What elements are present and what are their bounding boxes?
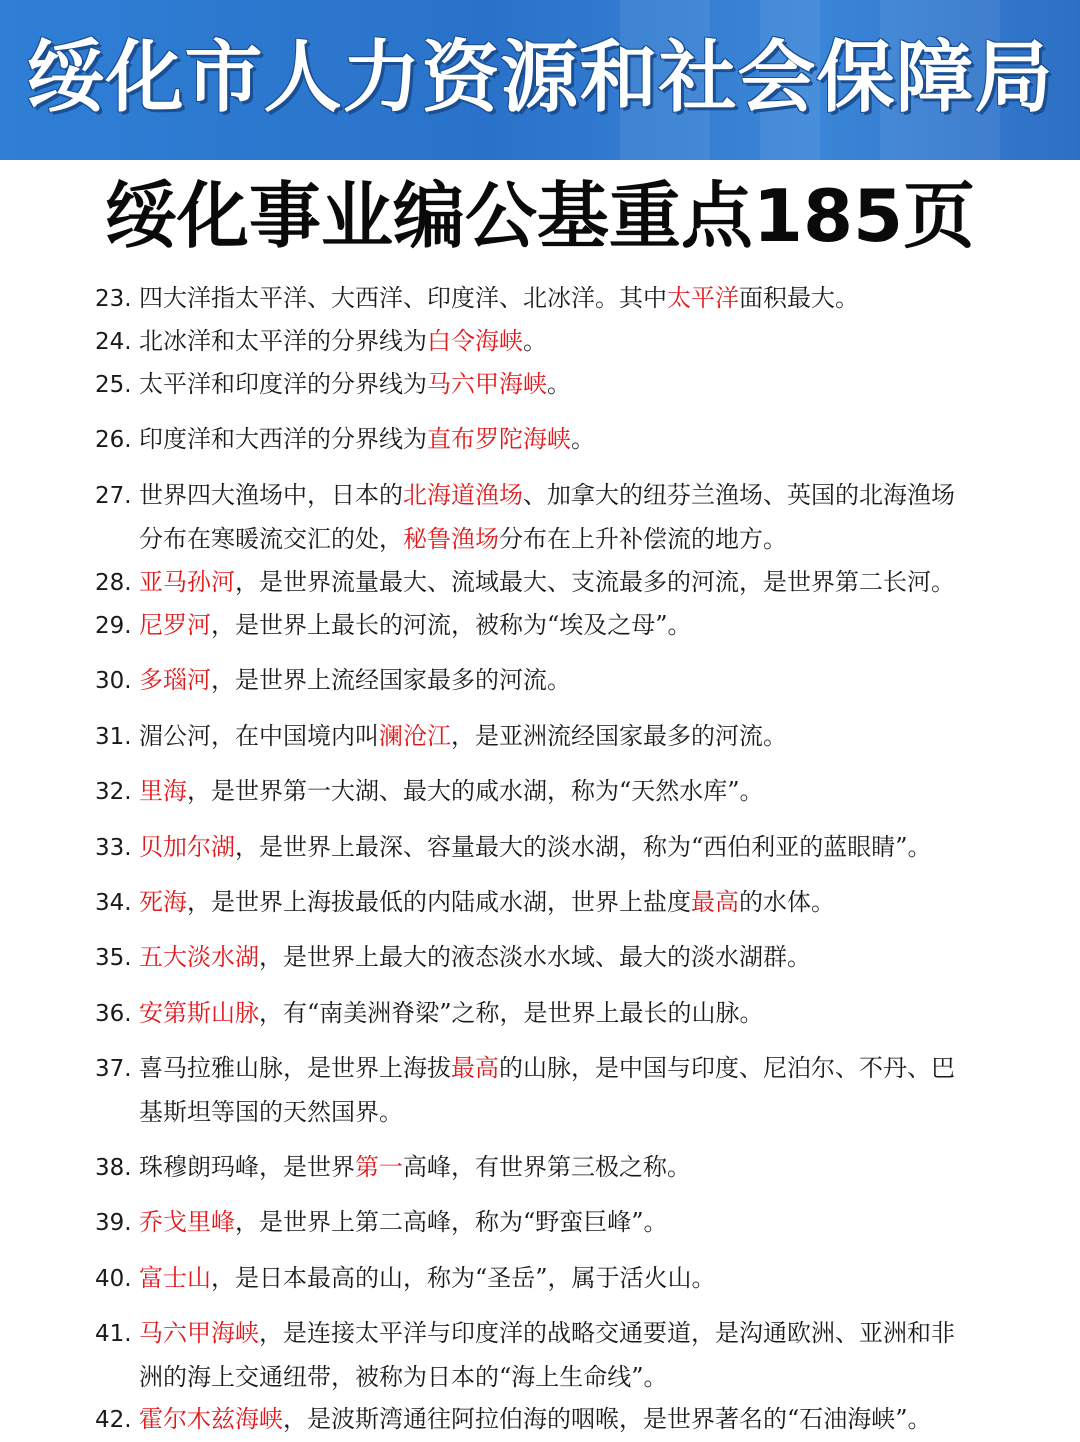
- list-item: 31. 湄公河，在中国境内叫澜沧江，是亚洲流经国家最多的河流。: [95, 722, 787, 750]
- list-item: 23. 四大洋指太平洋、大西洋、印度洋、北冰洋。其中太平洋面积最大。: [95, 284, 859, 312]
- list-item: 24. 北冰洋和太平洋的分界线为白令海峡。: [95, 327, 547, 355]
- highlight-text: 死海: [139, 888, 187, 916]
- list-item: 26. 印度洋和大西洋的分界线为直布罗陀海峡。: [95, 425, 595, 453]
- highlight-text: 马六甲海峡: [139, 1319, 259, 1347]
- list-item: 41. 马六甲海峡，是连接太平洋与印度洋的战略交通要道，是沟通欧洲、亚洲和非 洲的海上交通纽带，被称为日本的“海上生命线”。: [95, 1319, 955, 1391]
- highlight-text: 最高: [451, 1054, 499, 1082]
- list-item: 25. 太平洋和印度洋的分界线为马六甲海峡。: [95, 370, 571, 398]
- header-banner: [0, 0, 1080, 160]
- highlight-text: 安第斯山脉: [139, 999, 259, 1027]
- highlight-text: 北海道渔场: [403, 481, 523, 509]
- list-item: 29. 尼罗河，是世界上最长的河流，被称为“埃及之母”。: [95, 611, 692, 639]
- highlight-text: 白令海峡: [427, 327, 523, 355]
- list-item: 42. 霍尔木兹海峡，是波斯湾通往阿拉伯海的咽喉，是世界著名的“石油海峡”。: [95, 1405, 932, 1433]
- highlight-text: 澜沧江: [379, 722, 451, 750]
- highlight-text: 霍尔木兹海峡: [139, 1405, 283, 1433]
- list-item: 28. 亚马孙河，是世界流量最大、流域最大、支流最多的河流，是世界第二长河。: [95, 568, 955, 596]
- highlight-text: 多瑙河: [139, 666, 211, 694]
- list-item: 27. 世界四大渔场中，日本的北海道渔场、加拿大的纽芬兰渔场、英国的北海渔场 分布在寒暖流交汇的处，秘鲁渔场分布在上升补偿流的地方。: [95, 481, 955, 553]
- list-item: 35. 五大淡水湖，是世界上最大的液态淡水水域、最大的淡水湖群。: [95, 943, 811, 971]
- highlight-text: 富士山: [139, 1264, 211, 1292]
- list-item: 40. 富士山，是日本最高的山，称为“圣岳”，属于活火山。: [95, 1264, 716, 1292]
- highlight-text: 亚马孙河: [139, 568, 235, 596]
- highlight-text: 直布罗陀海峡: [427, 425, 571, 453]
- highlight-text: 五大淡水湖: [139, 943, 259, 971]
- highlight-text: 马六甲海峡: [427, 370, 547, 398]
- organization-name: 绥化市人力资源和社会保障局: [26, 33, 1054, 123]
- list-item: 33. 贝加尔湖，是世界上最深、容量最大的淡水湖，称为“西伯利亚的蓝眼睛”。: [95, 833, 932, 861]
- highlight-text: 秘鲁渔场: [403, 525, 499, 553]
- highlight-text: 尼罗河: [139, 611, 211, 639]
- list-item: 39. 乔戈里峰，是世界上第二高峰，称为“野蛮巨峰”。: [95, 1208, 668, 1236]
- list-item: 36. 安第斯山脉，有“南美洲脊梁”之称，是世界上最长的山脉。: [95, 999, 764, 1027]
- list-item: 30. 多瑙河，是世界上流经国家最多的河流。: [95, 666, 571, 694]
- highlight-text: 里海: [139, 777, 187, 805]
- list-item: 32. 里海，是世界第一大湖、最大的咸水湖，称为“天然水库”。: [95, 777, 764, 805]
- highlight-text: 第一: [355, 1153, 403, 1181]
- highlight-text: 太平洋: [667, 284, 739, 312]
- list-item: 37. 喜马拉雅山脉，是世界上海拔最高的山脉，是中国与印度、尼泊尔、不丹、巴 基斯坦等国的天然国界。: [95, 1054, 955, 1126]
- highlight-text: 最高: [691, 888, 739, 916]
- list-item: 34. 死海，是世界上海拔最低的内陆咸水湖，世界上盐度最高的水体。: [95, 888, 835, 916]
- page-title: 绥化事业编公基重点185页: [104, 174, 976, 258]
- list-item: 38. 珠穆朗玛峰，是世界第一高峰，有世界第三极之称。: [95, 1153, 691, 1181]
- highlight-text: 乔戈里峰: [139, 1208, 235, 1236]
- highlight-text: 贝加尔湖: [139, 833, 235, 861]
